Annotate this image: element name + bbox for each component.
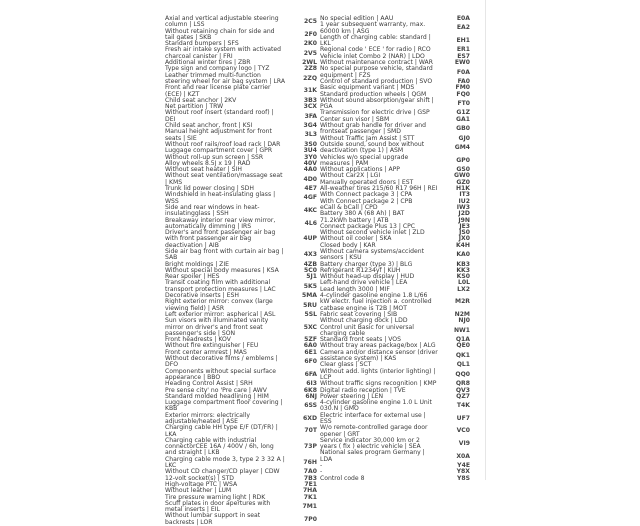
equipment-code: QL1 [456,361,470,369]
equipment-description: Axial and vertical adjustable steering column | LSS [165,15,279,29]
equipment-code: KA0 [456,251,470,259]
equipment-code: FM0 [455,84,470,92]
equipment-code: 3U4 [303,147,317,155]
equipment-code: JS0 [459,229,470,237]
equipment-description: Center sun visor | SBM [320,115,390,123]
equipment-code: VC0 [456,427,470,435]
equipment-description: Rear spoiler | HES [165,273,220,281]
equipment-code: Y8X [456,468,470,476]
equipment-description: Left exterior mirror: aspherical | ASL [165,310,276,318]
equipment-description: Without maintenance contract | WAR [320,59,433,67]
equipment-description: Control of standard production | SVO [320,77,433,85]
equipment-row [320,400,470,413]
equipment-description: Transmission for electric drive | GSP [320,109,430,117]
equipment-code: 6NJ [305,392,317,400]
equipment-description: All-weather tires 215/60 R17 96H | REI [320,185,438,193]
equipment-code: GS0 [456,166,470,174]
equipment-code: QK1 [455,351,470,359]
equipment-description: Trunk lid power closing | SDH [165,185,254,193]
equipment-code: 3FA [304,112,317,120]
equipment-code: 3Y0 [304,153,317,161]
equipment-code: 5SL [304,310,317,318]
equipment-code: 4A0 [303,166,317,174]
equipment-description: With Connect package 2 | CPB [320,197,413,205]
equipment-description: Length of charging cable: standard | LKL [320,33,431,48]
equipment-description: 4-cylinder gasoline engine 1.8 L/66 kW electr. fuel injection a. controlled catbase engine is T2B | MOT [320,292,432,312]
equipment-code: 2WL [302,59,317,67]
equipment-code: 2V5 [303,49,317,57]
equipment-description: Regional code ' ECE ' for radio | RCO [320,46,431,54]
equipment-row [320,123,470,136]
equipment-code: 4E7 [304,185,317,193]
equipment-row [320,476,470,482]
equipment-code: GA1 [456,115,470,123]
equipment-code: 4UP [303,235,317,243]
equipment-row [165,230,317,249]
equipment-code: N2M [454,310,470,318]
equipment-code: EA2 [456,24,470,32]
equipment-description: Outside sound, sound box without deactivation (type 1) | ASM [320,140,425,155]
equipment-code: E0A [456,15,470,22]
equipment-code: G1Z [456,109,470,117]
equipment-code: IW3 [456,203,470,211]
equipment-code: 4KC [303,207,317,215]
equipment-code: Q1A [455,336,470,344]
equipment-description: Closed body | KAR [320,241,376,249]
equipment-code: 6FA [304,370,317,378]
equipment-description: Breakaway interior rear view mirror, automatically dimming | IRS [165,216,276,230]
equipment-description: Standard production wheels | QGM [320,90,427,98]
equipment-code: M2R [455,298,470,306]
equipment-description: No special purpose vehicle, standard equipment | FZS [320,65,433,79]
equipment-code: GZ0 [456,178,470,186]
equipment-code: 40V [303,159,317,167]
equipment-code: 4D0 [303,175,317,183]
equipment-description: Camera and/or distance sensor (driver assistance system) | KAS [320,348,438,363]
equipment-description: Fabric seat covering | SIB [320,310,398,318]
equipment-description: Heading Control Assist | SRH [165,380,253,388]
equipment-code: EW0 [454,59,470,67]
equipment-code: GB0 [456,125,470,133]
equipment-code: KS0 [456,273,470,281]
equipment-description: Front and rear license plate carrier (ECE) | KZT [165,84,271,98]
equipment-code: IU2 [458,197,470,205]
equipment-code: EH1 [456,37,470,45]
equipment-description: Standard front seats | VOS [320,336,401,344]
equipment-description: Transit coating film with additional transport protection measures | LAC [165,279,276,293]
page-edge-divider [485,0,486,480]
equipment-description: Vehicle inlet Combo 2 (NAR) | LDO [320,52,425,60]
equipment-code: 6XD [303,414,317,422]
equipment-code: 5MA [301,292,317,300]
equipment-code: JE3 [459,222,470,230]
equipment-description: Right exterior mirror: convex (large viewing field) | ASR [165,298,273,312]
equipment-code: 73P [304,443,317,451]
equipment-code: GP0 [456,156,470,164]
equipment-code: X0A [456,452,470,460]
equipment-description: Without oil cooler | SKA [320,235,392,243]
equipment-code: GJ0 [458,134,470,142]
equipment-code: T4K [456,402,470,410]
equipment-description: Without head-up display | HUD [320,273,415,281]
equipment-description: 71.2kWh battery | ATB [320,216,389,224]
equipment-description: Manual height adjustment for front seats | SIE [165,128,272,142]
equipment-row [165,16,317,29]
equipment-description: Without sound absorption/gear shift | PGA [320,96,434,111]
equipment-code: 5ZF [304,336,317,344]
equipment-description: Without decorative films / emblems | DFO [165,355,278,369]
equipment-description: Front center armrest | MAS [165,348,247,356]
equipment-row [165,400,317,413]
equipment-code: IT3 [459,191,470,199]
equipment-description: Sun visors with illuminated vanity mirror on driver's and front seat passenger's side | SON [165,317,269,337]
equipment-code: JX0 [458,235,470,243]
equipment-code: 3S0 [304,140,317,148]
equipment-code: GW0 [454,172,470,180]
equipment-code: 5C0 [304,266,317,274]
equipment-row [165,513,317,526]
equipment-description: Fresh air intake system with activated charcoal canister | FRI [165,46,282,60]
equipment-row [165,356,317,369]
equipment-description: Without seat heater | SIH [165,166,242,174]
equipment-code: 5XC [303,323,317,331]
equipment-description: Charging cable with industrial connectorCEE 16A / 400V / 6h, long and straight | LKB [165,436,274,457]
equipment-description: eCall & bCall | CPD [320,203,378,211]
equipment-description: Bright moldings | ZIE [165,260,230,268]
equipment-description: Digital radio reception | TVE [320,386,406,394]
equipment-description: Leather trimmed multi-function steering wheel for air bag system | LRA [165,71,286,85]
equipment-description: Without Car2X | LGI [320,172,381,180]
equipment-row [165,425,317,438]
equipment-description: Decorative inserts | ESH [165,292,239,300]
equipment-description: Without seat ventilation/massage seat | KMS [165,172,283,186]
equipment-description: Without roof insert (standard roof) | DEI [165,109,274,123]
equipment-code: 2K0 [303,40,317,48]
equipment-code: 6SS [304,402,317,410]
equipment-description: Without grab handle for driver and frontseat passenger | SMD [320,122,427,136]
equipment-code: Y4E [457,462,470,470]
equipment-row [320,22,470,35]
equipment-description: Without add. lights (interior lighting) | LCP [320,367,436,381]
equipment-code: 70T [304,427,317,435]
equipment-row [320,249,470,262]
equipment-code: 3CX [303,103,317,111]
equipment-code: 7B3 [303,474,317,482]
equipment-description: Basic equipment variant | MDS [320,84,415,92]
equipment-description: - [320,462,323,470]
equipment-row [165,318,317,337]
equipment-description: Charging cable HH type E/F (DT/FR) | LKA [165,424,278,438]
equipment-description: Luggage compartment cover | GPR [165,147,273,155]
equipment-code: 6I3 [306,380,317,388]
equipment-description: Side and rear windows in heat-insulatingglass | SSH [165,203,260,218]
equipment-description: Without CD changer/CD player | CDW [165,468,280,476]
equipment-code: UF7 [456,414,470,422]
equipment-code: QV3 [455,386,470,394]
equipment-code: 7E1 [304,480,317,488]
equipment-code: 2Z8 [304,65,317,73]
equipment-description: National sales program Germany | LDA [320,449,425,463]
equipment-code: 7P0 [304,515,317,523]
equipment-code: 5RU [303,301,317,309]
equipment-code: F0A [456,68,470,76]
equipment-row [165,249,317,262]
equipment-row [320,450,470,463]
equipment-description: Without lumbar support in seat backrests | LOR [165,512,261,526]
equipment-code: QQ0 [455,370,470,378]
equipment-description: Without retaining chain for side and tail gates | SKB [165,27,275,41]
equipment-description: Standard bumpers | SFS [165,40,239,48]
equipment-description: Power steering | LEN [320,392,384,400]
equipment-code: 3B3 [303,96,317,104]
equipment-description: Side air bag front with curtain air bag | SAB [165,247,284,262]
equipment-code: J9N [458,216,470,224]
equipment-description: High-voltage PTC | WSA [165,480,238,488]
equipment-code: L0L [457,279,470,287]
equipment-description: 1 year subsequent warranty, max. 60000 km | ASG [320,21,426,35]
equipment-code: ES7 [457,52,470,60]
equipment-description: Without camera systems/accident sensors | KSU [320,247,424,262]
equipment-code: 7HA [302,487,317,495]
equipment-row [320,425,470,438]
equipment-description: Without traffic signs recognition | KMP [320,380,437,388]
equipment-code: 6A0 [303,342,317,350]
equipment-description: Without charging dock | LDD [320,317,408,325]
equipment-code: QZ7 [456,392,470,400]
equipment-description: Service indicator 30,000 km or 2 years ( fix ) electric vehicle | SEA [320,436,421,451]
equipment-row [165,205,317,218]
equipment-code: J2D [458,210,470,218]
equipment-description: Standard molded headlining | HIM [165,392,269,400]
equipment-code: KK3 [456,266,470,274]
equipment-row [165,85,317,98]
equipment-list-left [165,16,317,526]
equipment-code: GM4 [454,144,470,152]
equipment-code: 3L3 [304,131,317,139]
equipment-description: Exterior mirrors: electrically adjustable/heated | ASE [165,411,250,425]
equipment-code: K4H [455,241,470,249]
equipment-code: 6K8 [303,386,317,394]
equipment-description: - [320,468,323,476]
equipment-code: FA0 [457,77,470,85]
equipment-code: 76H [303,458,317,466]
equipment-code: 4ZB [303,260,317,268]
equipment-description: 4-cylinder gasoline engine 1.0 L Unit 030.N | GMO [320,399,432,413]
equipment-description: Without applications | APP [320,166,400,174]
equipment-code: 2F0 [304,30,317,38]
equipment-row [320,293,470,312]
equipment-description: Tire pressure warning light | RDK [165,493,266,501]
equipment-code: 6E1 [304,348,317,356]
equipment-description: Manually operated doors | EST [320,178,414,186]
equipment-code: 31K [303,87,317,95]
equipment-description: Without Traffic Jam Assist | STT [320,134,415,142]
equipment-description: Type sign and company logo | TYZ [165,65,270,73]
equipment-code: 7M1 [302,503,317,510]
equipment-description: Clear glass | SCT [320,361,372,369]
equipment-description: Additional winter tires | ZBR [165,59,251,67]
equipment-row [165,438,317,457]
equipment-code: QR8 [455,380,470,388]
equipment-description: Alloy wheels 8.5J x 19 | RAD [165,159,251,167]
equipment-description: Net partition | TRW [165,103,224,111]
equipment-description: Child seat anchor, front | KSI [165,122,253,130]
equipment-code: H1K [455,185,470,193]
equipment-description: Without tray areas package/box | ALG [320,342,436,350]
equipment-code: Y8S [456,474,470,482]
equipment-description: Driver's and front passenger air bag with front passenger air bag deactivation | AIB [165,229,276,249]
equipment-code: 4L6 [304,219,317,227]
equipment-description: Charging cable mode 3, type 2 3 32 A | LKC [165,455,285,470]
equipment-description: Luggage compartment floor covering | KBB [165,399,283,413]
equipment-description: Connect package Plus 13 | CPC [320,222,416,230]
equipment-code: 6F0 [304,358,317,366]
equipment-description: Windshield in heat-insulating glass | WSS [165,191,276,205]
equipment-description: Battery charger (type 3) | BLG [320,260,413,268]
equipment-code: 2ZQ [303,74,317,82]
equipment-description: Child seat anchor | 2KV [165,96,237,104]
equipment-description: Lead length 3000 | MIF [320,285,390,293]
equipment-description: No special edition | AAU [320,15,394,22]
equipment-description: Battery 380 A (68 Ah) | BAT [320,210,405,218]
equipment-description: Without special body measures | KSA [165,266,279,274]
equipment-description: Refrigerant R1234yf | KUH [320,266,401,274]
equipment-code: 4X3 [303,251,317,259]
equipment-description: Control code 8 [320,474,365,482]
equipment-description: Without fire extinguisher | FEU [165,342,259,350]
equipment-description: Without second vehicle inlet | ZLD [320,229,425,237]
equipment-description: Pre sense city' no 'Pre care | AWV [165,386,267,394]
equipment-code: QE0 [456,342,470,350]
equipment-code: 5K5 [303,282,317,290]
equipment-code: LX2 [457,285,470,293]
equipment-code: VI9 [458,440,470,448]
equipment-description: Vehicles w/o special upgrade measures | PAM [320,153,409,167]
equipment-description: Control unit Basic for universal charging cable [320,323,414,337]
equipment-list-right [320,16,470,482]
equipment-code: 4GF [303,194,317,202]
equipment-code: KB3 [456,260,470,268]
equipment-code: NW1 [453,326,470,334]
equipment-description: Without roof rails/roof load rack | DAR [165,140,281,148]
equipment-description: Scuff plates in door apertures with metal inserts | EIL [165,499,271,514]
equipment-code: 7K1 [303,493,317,501]
equipment-description: Electric interface for external use | ESS [320,411,426,425]
equipment-description: Left-hand drive vehicle | LEA [320,279,408,287]
equipment-description: With Connect package 3 | CPA [320,191,413,199]
equipment-description: Components without special surface appearance | BBO [165,367,277,381]
equipment-description: Without leather | LUM [165,487,232,495]
equipment-row [165,501,317,514]
equipment-row [320,142,470,155]
equipment-code: NJ0 [458,317,470,325]
equipment-code: ER1 [456,46,470,54]
equipment-description: W/o remote-controlled garage door opener | GRT [320,424,428,438]
equipment-code: 3G4 [303,122,317,130]
equipment-code: FT0 [457,100,470,107]
equipment-code: FQ0 [456,90,470,98]
equipment-code: 5J1 [306,273,317,281]
equipment-code: 2C5 [304,18,317,26]
equipment-description: Front headrests | KOV [165,336,231,344]
equipment-description: Without roll-up sun screen | SSR [165,153,264,161]
equipment-code: 7A0 [303,468,317,476]
equipment-description: 12-volt socket(s) | STD [165,474,234,482]
